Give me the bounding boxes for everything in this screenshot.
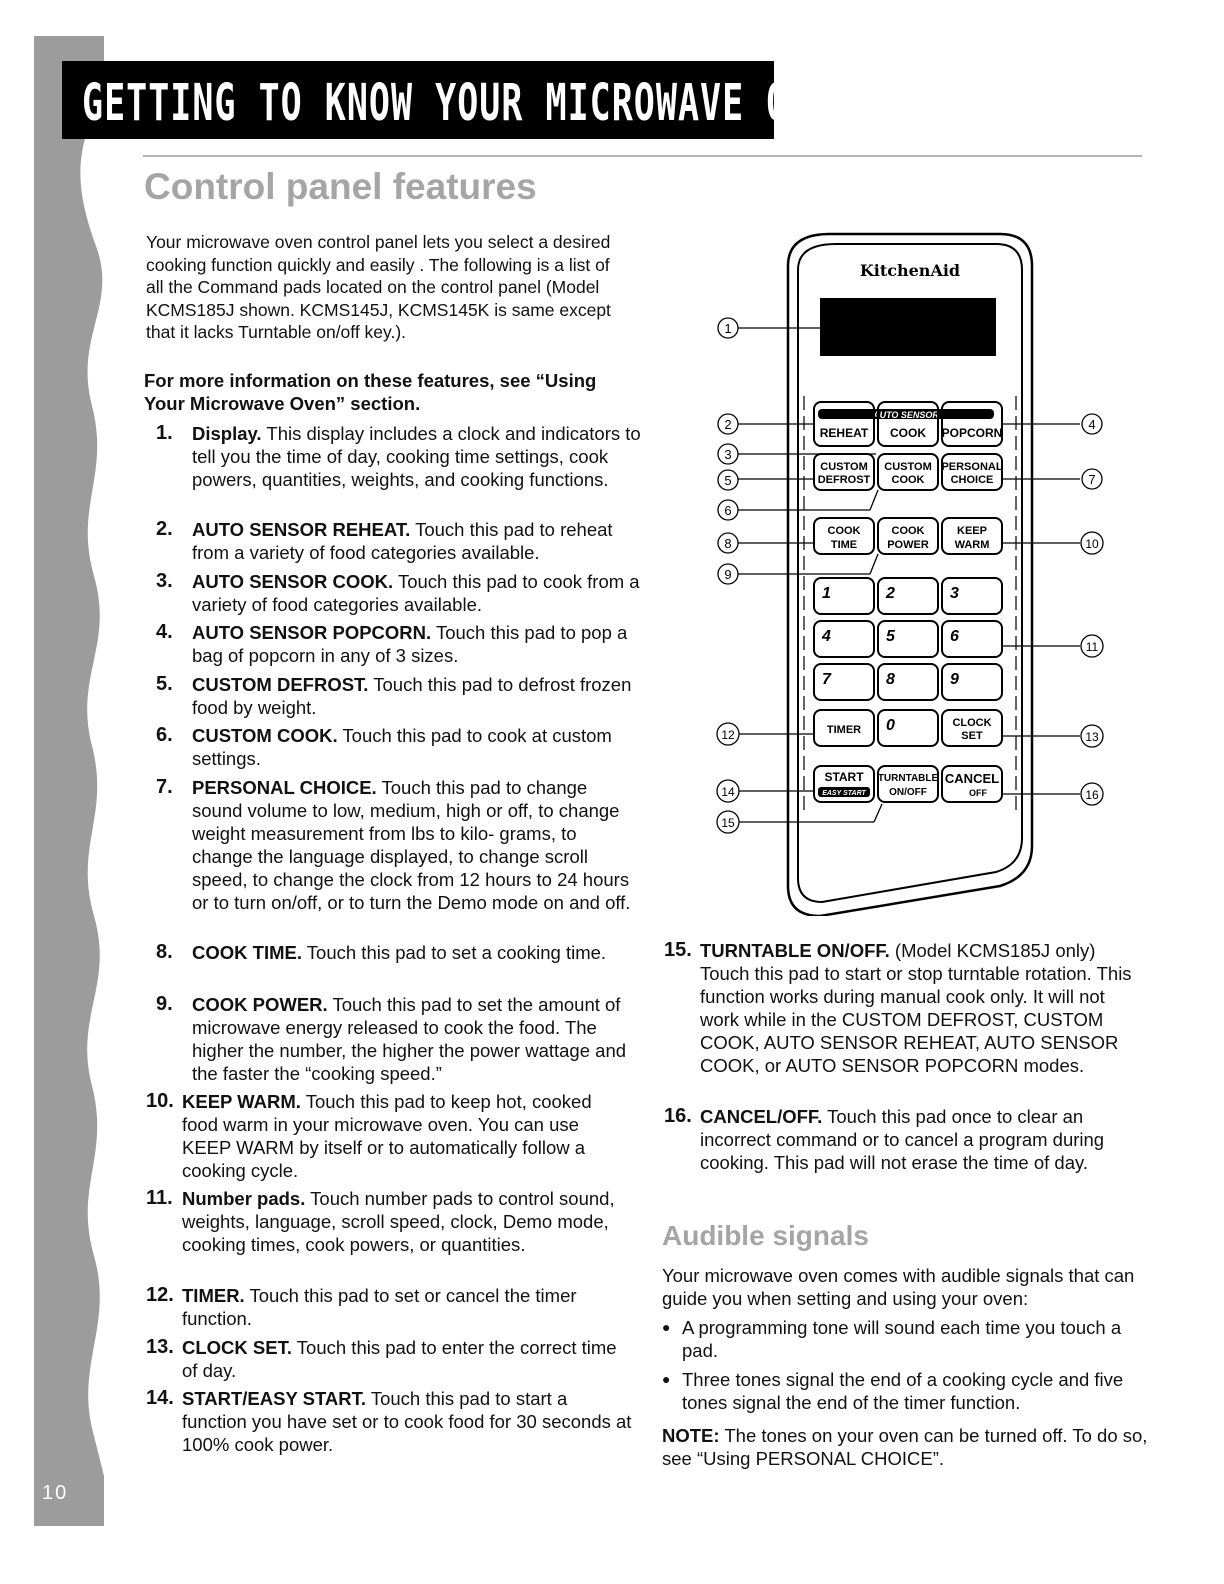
feature-number: 9.: [156, 993, 173, 1015]
feature-desc: Touch this pad to cook at custom settings.: [192, 725, 612, 769]
number-label: 3: [950, 585, 959, 602]
off-label: OFF: [969, 788, 987, 798]
clock-label-1: CLOCK: [952, 717, 992, 729]
feature-name: TURNTABLE ON/OFF.: [700, 940, 890, 961]
feature-number: 12.: [146, 1284, 174, 1306]
callout-number: 15: [721, 816, 735, 830]
audible-intro: Your microwave oven comes with audible signals that can guide you when setting and using your oven:: [662, 1265, 1135, 1309]
callout-number: 14: [721, 785, 735, 799]
feature-number: 7.: [156, 776, 173, 798]
timer-label: TIMER: [826, 724, 862, 736]
note-label: NOTE:: [662, 1425, 720, 1446]
feature-number: 16.: [664, 1105, 692, 1127]
callout-number: 1: [724, 321, 732, 336]
number-label: 9: [950, 671, 959, 688]
cook-pad[interactable]: [878, 402, 938, 446]
feature-number: 4.: [156, 621, 173, 643]
side-decoration: [34, 36, 104, 1526]
cancel-pad[interactable]: [942, 766, 1002, 802]
callout-3: [718, 444, 738, 464]
number-pad-2[interactable]: [878, 578, 938, 614]
feature-number: 6.: [156, 724, 173, 746]
number-pad-7[interactable]: [814, 664, 874, 700]
clock-set-pad[interactable]: [942, 710, 1002, 746]
feature-number: 1.: [156, 422, 173, 444]
audible-note: [662, 1424, 1152, 1470]
cancel-label: CANCEL: [944, 771, 1000, 786]
feature-name: Number pads.: [182, 1188, 306, 1209]
feature-name: PERSONAL CHOICE.: [192, 777, 377, 798]
header-rule: [143, 155, 1142, 157]
number-pad-8[interactable]: [878, 664, 938, 700]
cook-label: COOK: [890, 426, 926, 440]
callout-number: 13: [1085, 730, 1099, 744]
callout-1: [718, 318, 738, 338]
feature-name: KEEP WARM.: [182, 1091, 301, 1112]
list-item: ● A programming tone will sound each time you touch a pad.: [662, 1316, 1142, 1362]
personal-choice-pad[interactable]: [941, 454, 1002, 490]
guide-ticks: [804, 396, 1016, 816]
custom-cook-label-1: CUSTOM: [884, 461, 932, 473]
number-label: 1: [822, 585, 831, 602]
cook-power-pad[interactable]: [878, 518, 938, 554]
feature-desc: Touch this pad to set a cooking time.: [306, 942, 607, 963]
callout-9: [718, 564, 738, 584]
start-label: START: [824, 770, 864, 784]
start-pad[interactable]: [814, 766, 874, 802]
callout-2: [718, 414, 738, 434]
custom-defrost-label-2: DEFROST: [817, 474, 871, 486]
page-title: GETTING TO KNOW YOUR MICROWAVE OVEN: [82, 75, 855, 133]
feature-number: 8.: [156, 941, 173, 963]
personal-choice-label-1: PERSONAL: [941, 461, 1003, 473]
note-text: The tones on your oven can be turned off. To do so, see “Using PERSONAL CHOICE”.: [662, 1425, 1148, 1469]
callout-number: 6: [724, 503, 732, 518]
feature-name: CUSTOM DEFROST.: [192, 674, 369, 695]
feature-name: CUSTOM COOK.: [192, 725, 338, 746]
feature-number: 13.: [146, 1336, 174, 1358]
feature-name: START/EASY START.: [182, 1388, 366, 1409]
cook-time-label-2: TIME: [830, 539, 858, 551]
callout-5: [718, 470, 738, 490]
control-panel-diagram: [700, 226, 1120, 916]
feature-desc: Touch this pad to cook from a variety of food categories available.: [192, 571, 640, 615]
popcorn-pad[interactable]: [942, 402, 1003, 446]
callout-number: 9: [724, 567, 732, 582]
callout-11: [1081, 635, 1103, 657]
callout-number: 5: [724, 473, 732, 488]
number-pad-9[interactable]: [942, 664, 1002, 700]
reheat-pad[interactable]: [814, 402, 874, 446]
number-label: 5: [886, 628, 895, 645]
number-label: 4: [822, 628, 831, 645]
number-pad-6[interactable]: [942, 621, 1002, 657]
feature-desc: Touch this pad to keep hot, cooked food warm in your microwave oven. You can use KEEP WARM by itself or to automatically follow a cooking cycle.: [182, 1091, 592, 1181]
custom-cook-pad[interactable]: [878, 454, 938, 490]
cook-power-label-2: POWER: [887, 539, 929, 551]
turntable-label-2: ON/OFF: [889, 787, 927, 798]
feature-desc: This display includes a clock and indicators to tell you the time of day, cooking time settings, cook powers, quantities, weights, and cooking functions.: [192, 423, 641, 490]
feature-name: AUTO SENSOR REHEAT.: [192, 519, 411, 540]
callout-7: [1082, 469, 1102, 489]
callout-4: [1082, 414, 1102, 434]
custom-cook-label-2: COOK: [891, 474, 925, 486]
feature-desc: Touch this pad to pop a bag of popcorn in any of 3 sizes.: [192, 622, 628, 666]
turntable-pad[interactable]: [878, 766, 939, 802]
callout-10: [1081, 532, 1103, 554]
callout-number: 3: [724, 447, 732, 462]
callout-number: 4: [1088, 417, 1096, 432]
keep-warm-label-1: KEEP: [957, 525, 987, 537]
number-pad-5[interactable]: [878, 621, 938, 657]
number-pad-3[interactable]: [942, 578, 1002, 614]
feature-desc: Touch this pad to start a function you have set or to cook food for 30 seconds at 100% cook power.: [182, 1388, 632, 1455]
page-number: 10: [42, 1482, 69, 1504]
feature-desc: Touch this pad to defrost frozen food by weight.: [192, 674, 632, 718]
custom-defrost-label-1: CUSTOM: [820, 461, 868, 473]
feature-number: 5.: [156, 673, 173, 695]
timer-pad[interactable]: [814, 710, 874, 746]
feature-desc: Touch number pads to control sound, weights, language, scroll speed, clock, Demo mode, cooking times, cook powers, or quantities.: [182, 1188, 615, 1255]
more-info-note: For more information on these features, see “Using Your Microwave Oven” section.: [144, 370, 597, 414]
feature-desc: Touch this pad to reheat from a variety of food categories available.: [192, 519, 613, 563]
feature-desc: Touch this pad to set the amount of microwave energy released to cook the food. The higher the number, the higher the power wattage and the faster the “cooking speed.”: [192, 994, 627, 1084]
feature-name: COOK TIME.: [192, 942, 302, 963]
callout-number: 12: [721, 728, 735, 742]
reheat-label: REHEAT: [819, 426, 869, 440]
cook-time-label-1: COOK: [827, 525, 861, 537]
keep-warm-pad[interactable]: [942, 518, 1002, 554]
feature-desc: Touch this pad to set or cancel the timer function.: [182, 1285, 577, 1329]
feature-number: 10.: [146, 1090, 174, 1112]
number-pad-0[interactable]: [878, 710, 938, 746]
feature-number: 3.: [156, 570, 173, 592]
feature-desc: (Model KCMS185J only) Touch this pad to start or stop turntable rotation. This function works during manual cook only. It will not work while in the CUSTOM DEFROST, CUSTOM COOK, AUTO SENSOR REHEAT, AUTO SENSOR COOK, or AUTO SENSOR POPCORN modes.: [700, 940, 1132, 1076]
keep-warm-label-2: WARM: [954, 539, 990, 551]
feature-number: 14.: [146, 1387, 174, 1409]
feature-name: TIMER.: [182, 1285, 245, 1306]
feature-desc: Touch this pad to enter the correct time of day.: [182, 1337, 617, 1381]
clock-label-2: SET: [961, 730, 983, 742]
feature-desc: Touch this pad to change sound volume to low, medium, high or off, to change weight measurement from lbs to kilo- grams, to change the language displayed, to change scroll speed, to change the clock from 12 hours to 24 hours or to turn on/off, or to turn the Demo mode on and off.: [192, 777, 631, 913]
number-pad-4[interactable]: [814, 621, 874, 657]
callout-12: [717, 723, 739, 745]
callout-number: 16: [1085, 788, 1099, 802]
number-label: 2: [886, 585, 895, 602]
callout-8: [718, 533, 738, 553]
callout-number: 11: [1085, 640, 1099, 654]
feature-name: CANCEL/OFF.: [700, 1106, 823, 1127]
turntable-label-1: TURNTABLE: [877, 773, 939, 784]
custom-defrost-pad[interactable]: [814, 454, 874, 490]
feature-number: 11.: [146, 1187, 173, 1209]
audible-bullets: [662, 1316, 1142, 1420]
header-banner: [62, 61, 855, 139]
number-label: 6: [950, 628, 959, 645]
intro-paragraph: Your microwave oven control panel lets you select a desired cooking function quickly and easily . The following is a list of all the Command pads located on the control panel (Model KCMS185J shown. KCMS145J, KCMS145K is same except that it lacks Turntable on/off key.).: [146, 232, 611, 342]
number-label: 8: [886, 671, 895, 688]
brand-logo: KitchenAid: [859, 261, 961, 280]
number-pad-1[interactable]: [814, 578, 874, 614]
callout-16: [1081, 783, 1103, 805]
feature-name: AUTO SENSOR COOK.: [192, 571, 394, 592]
list-item: ● Three tones signal the end of a cooking cycle and five tones signal the end of the timer function.: [662, 1368, 1142, 1414]
callout-number: 2: [724, 417, 732, 432]
display-screen: [820, 298, 996, 356]
auto-sensor-label: AUTO SENSOR: [873, 410, 939, 420]
feature-name: CLOCK SET.: [182, 1337, 292, 1358]
feature-name: AUTO SENSOR POPCORN.: [192, 622, 432, 643]
feature-name: Display.: [192, 423, 262, 444]
callout-13: [1081, 725, 1103, 747]
callout-number: 7: [1088, 472, 1096, 487]
audible-signals-title: Audible signals: [662, 1220, 869, 1251]
number-label: 0: [886, 717, 895, 734]
callout-15: [717, 811, 739, 833]
popcorn-label: POPCORN: [941, 426, 1003, 440]
feature-name: COOK POWER.: [192, 994, 328, 1015]
feature-number: 15.: [664, 939, 692, 961]
cook-time-pad[interactable]: [814, 518, 874, 554]
feature-desc: Touch this pad once to clear an incorrect command or to cancel a program during cooking. This pad will not erase the time of day.: [700, 1106, 1105, 1173]
feature-number: 2.: [156, 518, 173, 540]
callout-number: 10: [1085, 537, 1099, 551]
personal-choice-label-2: CHOICE: [950, 474, 994, 486]
cook-power-label-1: COOK: [891, 525, 925, 537]
callout-14: [717, 780, 739, 802]
easy-start-label: EASY START: [822, 790, 866, 797]
callout-number: 8: [724, 536, 732, 551]
section-title: Control panel features: [144, 166, 537, 207]
callout-6: [718, 500, 738, 520]
number-label: 7: [822, 671, 831, 688]
